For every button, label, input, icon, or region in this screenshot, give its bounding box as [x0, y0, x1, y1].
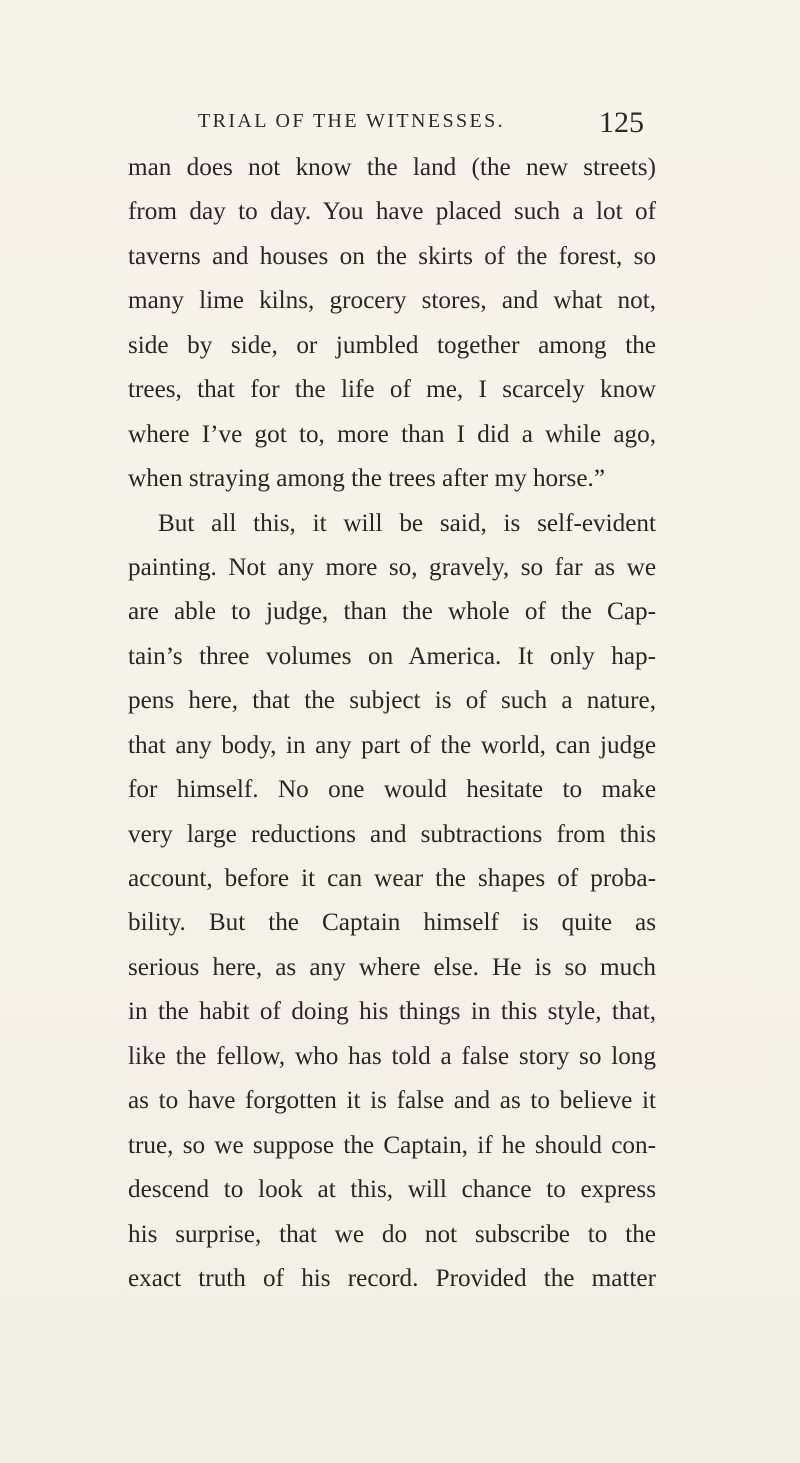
text-line: taverns and houses on the skirts of the forest, so — [128, 242, 656, 270]
text-line: many lime kilns, grocery stores, and what not, — [128, 287, 656, 315]
text-line: that any body, in any part of the world, can judge — [128, 731, 656, 759]
text-line: trees, that for the life of me, I scarcely know — [128, 376, 656, 404]
text-line: are able to judge, than the whole of the Cap- — [128, 598, 656, 626]
text-line: like the fellow, who has told a false story so long — [128, 1042, 656, 1070]
text-line: in the habit of doing his things in this style, that, — [128, 998, 656, 1026]
text-line: where I’ve got to, more than I did a while ago, — [128, 420, 656, 448]
body-text — [128, 146, 656, 1301]
text-line: man does not know the land (the new streets) — [128, 154, 656, 181]
page-number: 125 — [599, 106, 644, 139]
running-title: TRIAL OF THE WITNESSES. — [198, 110, 506, 132]
running-header — [0, 106, 800, 146]
text-line: very large reductions and subtractions from this — [128, 820, 656, 848]
text-line: descend to look at this, will chance to express — [128, 1176, 656, 1204]
text-line: his surprise, that we do not subscribe to the — [128, 1220, 656, 1248]
text-line: painting. Not any more so, gravely, so far as we — [128, 553, 656, 581]
text-line: bility. But the Captain himself is quite as — [128, 909, 656, 937]
text-line: for himself. No one would hesitate to make — [128, 776, 656, 804]
text-line: as to have forgotten it is false and as to believe it — [128, 1087, 656, 1115]
text-line: exact truth of his record. Provided the matter — [128, 1264, 656, 1292]
text-line: tain’s three volumes on America. It only hap- — [128, 642, 656, 670]
text-line: But all this, it will be said, is self-evident — [158, 509, 656, 537]
text-line: when straying among the trees after my horse.” — [128, 465, 606, 493]
text-line: true, so we suppose the Captain, if he should con- — [128, 1131, 656, 1159]
text-line: serious here, as any where else. He is so much — [128, 953, 656, 981]
text-line: side by side, or jumbled together among the — [128, 331, 656, 359]
text-line: from day to day. You have placed such a lot of — [128, 198, 656, 226]
text-line: account, before it can wear the shapes of proba- — [128, 865, 656, 892]
text-line: pens here, that the subject is of such a nature, — [128, 687, 656, 715]
